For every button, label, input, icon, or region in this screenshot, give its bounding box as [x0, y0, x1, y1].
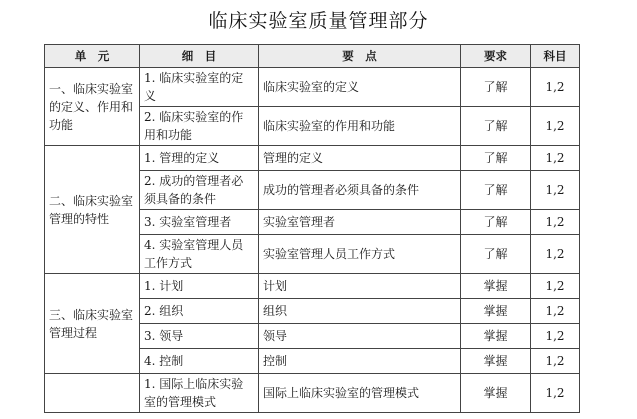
requirement-cell: 掌握 — [461, 274, 531, 299]
subject-cell: 1,2 — [531, 374, 580, 413]
point-cell: 临床实验室的作用和功能 — [259, 107, 461, 146]
subject-cell: 1,2 — [531, 274, 580, 299]
requirement-cell: 掌握 — [461, 324, 531, 349]
table-row — [45, 146, 580, 171]
detail-cell: 1. 临床实验室的定义 — [140, 68, 259, 107]
subject-cell: 1,2 — [531, 349, 580, 374]
syllabus-table — [44, 44, 580, 413]
unit-cell: 三、临床实验室管理过程 — [45, 274, 140, 374]
requirement-cell: 掌握 — [461, 374, 531, 413]
detail-cell: 2. 组织 — [140, 299, 259, 324]
requirement-cell: 了解 — [461, 210, 531, 235]
header-unit: 单 元 — [45, 45, 140, 68]
unit-cell — [45, 374, 140, 413]
table-row — [45, 274, 580, 299]
point-cell: 国际上临床实验室的管理模式 — [259, 374, 461, 413]
subject-cell: 1,2 — [531, 146, 580, 171]
requirement-cell: 了解 — [461, 146, 531, 171]
header-requirement: 要求 — [461, 45, 531, 68]
detail-cell: 4. 实验室管理人员工作方式 — [140, 235, 259, 274]
point-cell: 控制 — [259, 349, 461, 374]
requirement-cell: 了解 — [461, 235, 531, 274]
header-point: 要 点 — [259, 45, 461, 68]
page-title: 临床实验室质量管理部分 — [208, 10, 429, 32]
table-row — [45, 68, 580, 107]
subject-cell: 1,2 — [531, 324, 580, 349]
subject-cell: 1,2 — [531, 171, 580, 210]
point-cell: 实验室管理人员工作方式 — [259, 235, 461, 274]
subject-cell: 1,2 — [531, 210, 580, 235]
requirement-cell: 掌握 — [461, 299, 531, 324]
detail-cell: 3. 实验室管理者 — [140, 210, 259, 235]
detail-cell: 1. 计划 — [140, 274, 259, 299]
requirement-cell: 了解 — [461, 68, 531, 107]
unit-cell: 二、临床实验室管理的特性 — [45, 146, 140, 274]
point-cell: 实验室管理者 — [259, 210, 461, 235]
subject-cell: 1,2 — [531, 68, 580, 107]
point-cell: 计划 — [259, 274, 461, 299]
point-cell: 临床实验室的定义 — [259, 68, 461, 107]
requirement-cell: 了解 — [461, 107, 531, 146]
header-subject: 科目 — [531, 45, 580, 68]
detail-cell: 3. 领导 — [140, 324, 259, 349]
subject-cell: 1,2 — [531, 235, 580, 274]
detail-cell: 4. 控制 — [140, 349, 259, 374]
detail-cell: 1. 国际上临床实验室的管理模式 — [140, 374, 259, 413]
detail-cell: 2. 临床实验室的作用和功能 — [140, 107, 259, 146]
requirement-cell: 了解 — [461, 171, 531, 210]
detail-cell: 1. 管理的定义 — [140, 146, 259, 171]
point-cell: 领导 — [259, 324, 461, 349]
point-cell: 成功的管理者必须具备的条件 — [259, 171, 461, 210]
unit-cell: 一、临床实验室的定义、作用和功能 — [45, 68, 140, 146]
point-cell: 组织 — [259, 299, 461, 324]
point-cell: 管理的定义 — [259, 146, 461, 171]
subject-cell: 1,2 — [531, 107, 580, 146]
subject-cell: 1,2 — [531, 299, 580, 324]
header-detail: 细 目 — [140, 45, 259, 68]
detail-cell: 2. 成功的管理者必须具备的条件 — [140, 171, 259, 210]
requirement-cell: 掌握 — [461, 349, 531, 374]
table-row — [45, 374, 580, 413]
table-header-row — [45, 45, 580, 68]
